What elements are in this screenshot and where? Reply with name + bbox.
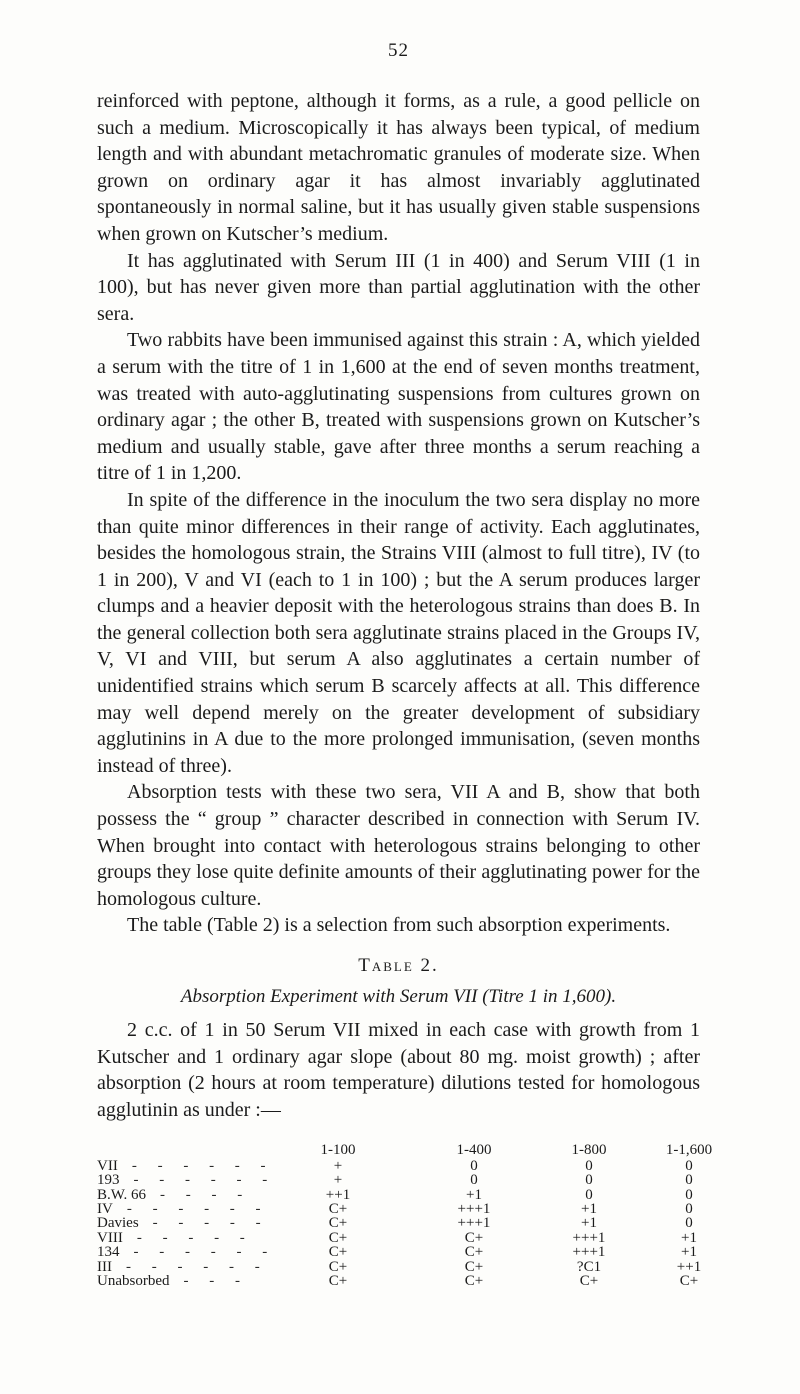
- cell-value: +++1: [572, 1244, 606, 1261]
- cell-value: +1: [681, 1229, 697, 1246]
- cell-value: C+: [328, 1215, 348, 1232]
- cell-value: C+: [328, 1201, 348, 1218]
- cell-value: 0: [585, 1157, 593, 1174]
- cell-value: C+: [464, 1258, 484, 1275]
- cell-value: +1: [466, 1186, 482, 1203]
- row-label: Unabsorbed: [97, 1273, 170, 1289]
- table-row: [97, 1173, 700, 1187]
- row-leader: - - - - - -: [126, 1201, 261, 1218]
- cell-value: C+: [328, 1258, 348, 1275]
- cell-value: C+: [679, 1273, 699, 1289]
- cell-value: 0: [685, 1157, 693, 1174]
- table-row: [97, 1216, 700, 1230]
- table-row: [97, 1274, 700, 1288]
- cell-value: 0: [470, 1157, 478, 1174]
- table-row: [97, 1188, 700, 1202]
- column-header: 1-100: [320, 1142, 356, 1159]
- cell-value: 0: [685, 1172, 693, 1189]
- row-label: VIII: [97, 1229, 123, 1246]
- cell-value: ?C1: [576, 1258, 602, 1275]
- cell-value: +: [333, 1172, 343, 1189]
- cell-value: 0: [585, 1186, 593, 1203]
- page-number: 52: [388, 40, 409, 61]
- table-heading: Table 2.: [358, 955, 439, 976]
- row-leader: - - - - - -: [126, 1258, 260, 1275]
- paragraph: The table (Table 2) is a selection from such absorption experiments.: [127, 914, 671, 937]
- cell-value: 0: [470, 1172, 478, 1189]
- cell-value: C+: [579, 1273, 599, 1289]
- cell-value: +: [333, 1157, 343, 1174]
- column-header: 1-800: [571, 1142, 607, 1159]
- cell-value: +++1: [572, 1229, 606, 1246]
- table-row: [97, 1231, 700, 1245]
- cell-value: C+: [328, 1273, 348, 1289]
- row-label: 134: [97, 1244, 120, 1261]
- table-row: [97, 1245, 700, 1259]
- paragraph: It has agglutinated with Serum III (1 in 400) and Serum VIII (1 in 100), but has never given more than partial agglutination with the other sera.: [97, 249, 700, 325]
- row-leader: - - - - -: [136, 1229, 245, 1246]
- paragraph: In spite of the difference in the inoculum the two sera display no more than quite minor differences in their range of activity. Each agglutinates, besides the homologous strain, the Strains VIII (almost to full titre), IV (to 1 in 200), V and VI (each to 1 in 100) ; but the A serum produces larger clumps and a heavier deposit with the heterologous strains than does B. In the general collection both sera agglutinate strains placed in the Groups IV, V, VI and VIII, but serum A also agglutinates a certain number of unidentified strains which serum B scarcely affects at all. This difference may well depend merely on the greater development of subsidiary agglutinins in A due to the more prolonged immunisation, (seven months instead of three).: [97, 488, 700, 777]
- row-label: VII: [97, 1157, 118, 1174]
- cell-value: +1: [681, 1244, 697, 1261]
- paragraph: Absorption tests with these two sera, VII A and B, show that both possess the “ group ” character described in connection with Serum IV. When brought into contact with heterologous strains belonging to other groups they lose quite definite amounts of their agglutinating power for the homologous culture.: [97, 781, 700, 910]
- row-label: 193: [97, 1172, 120, 1189]
- cell-value: C+: [464, 1273, 484, 1289]
- row-leader: - - - - - -: [133, 1172, 268, 1189]
- absorption-table: [97, 1142, 713, 1289]
- column-header: 1-1,600: [665, 1142, 713, 1159]
- row-leader: - - - -: [160, 1186, 243, 1203]
- row-label: III: [97, 1258, 112, 1275]
- row-leader: - - -: [183, 1273, 240, 1289]
- cell-value: +1: [581, 1201, 597, 1218]
- row-leader: - - - - - -: [133, 1244, 268, 1261]
- body-text: [97, 88, 700, 939]
- table-row: [97, 1159, 700, 1173]
- paragraph: reinforced with peptone, although it forms, as a rule, a good pellicle on such a medium. Microscopically it has always been typical, of medium length and with abundant metachromatic granules of moderate size. When grown on ordinary agar it has almost invariably agglutinated spontaneously in normal saline, but it has usually given stable suspensions when grown on Kutscher’s medium.: [97, 90, 700, 245]
- table-header-row: [97, 1142, 713, 1159]
- row-label: IV: [97, 1201, 113, 1218]
- cell-value: 0: [685, 1215, 693, 1232]
- cell-value: 0: [685, 1201, 693, 1218]
- row-leader: - - - - -: [152, 1215, 261, 1232]
- cell-value: C+: [464, 1244, 484, 1261]
- row-leader: - - - - - -: [131, 1157, 266, 1174]
- cell-value: +++1: [457, 1215, 491, 1232]
- cell-value: +1: [581, 1215, 597, 1232]
- row-label: B.W. 66: [97, 1186, 147, 1203]
- cell-value: C+: [328, 1229, 348, 1246]
- table-row: [97, 1202, 700, 1216]
- paragraph: Two rabbits have been immunised against this strain : A, which yielded a serum with the titre of 1 in 1,600 at the end of seven months treatment, was treated with auto-agglutinating suspensions from cultures grown on ordinary agar ; the other B, treated with suspensions grown on Kutscher’s medium and usually stable, gave after three months a serum reaching a titre of 1 in 1,200.: [97, 329, 700, 485]
- cell-value: 0: [585, 1172, 593, 1189]
- cell-value: +++1: [457, 1201, 491, 1218]
- column-header: 1-400: [456, 1142, 492, 1159]
- cell-value: 0: [685, 1186, 693, 1203]
- cell-value: C+: [328, 1244, 348, 1261]
- table-intro: 2 c.c. of 1 in 50 Serum VII mixed in each case with growth from 1 Kutscher and 1 ordinary agar slope (about 80 mg. moist growth) ; after absorption (2 hours at room temperature) dilutions tested for homologous agglutinin as under :—: [97, 1019, 700, 1121]
- row-label: Davies: [97, 1215, 139, 1232]
- cell-value: ++1: [325, 1186, 351, 1203]
- table-caption: Absorption Experiment with Serum VII (Titre 1 in 1,600).: [180, 986, 617, 1007]
- table-row: [97, 1260, 700, 1274]
- cell-value: C+: [464, 1229, 484, 1246]
- cell-value: ++1: [676, 1258, 702, 1275]
